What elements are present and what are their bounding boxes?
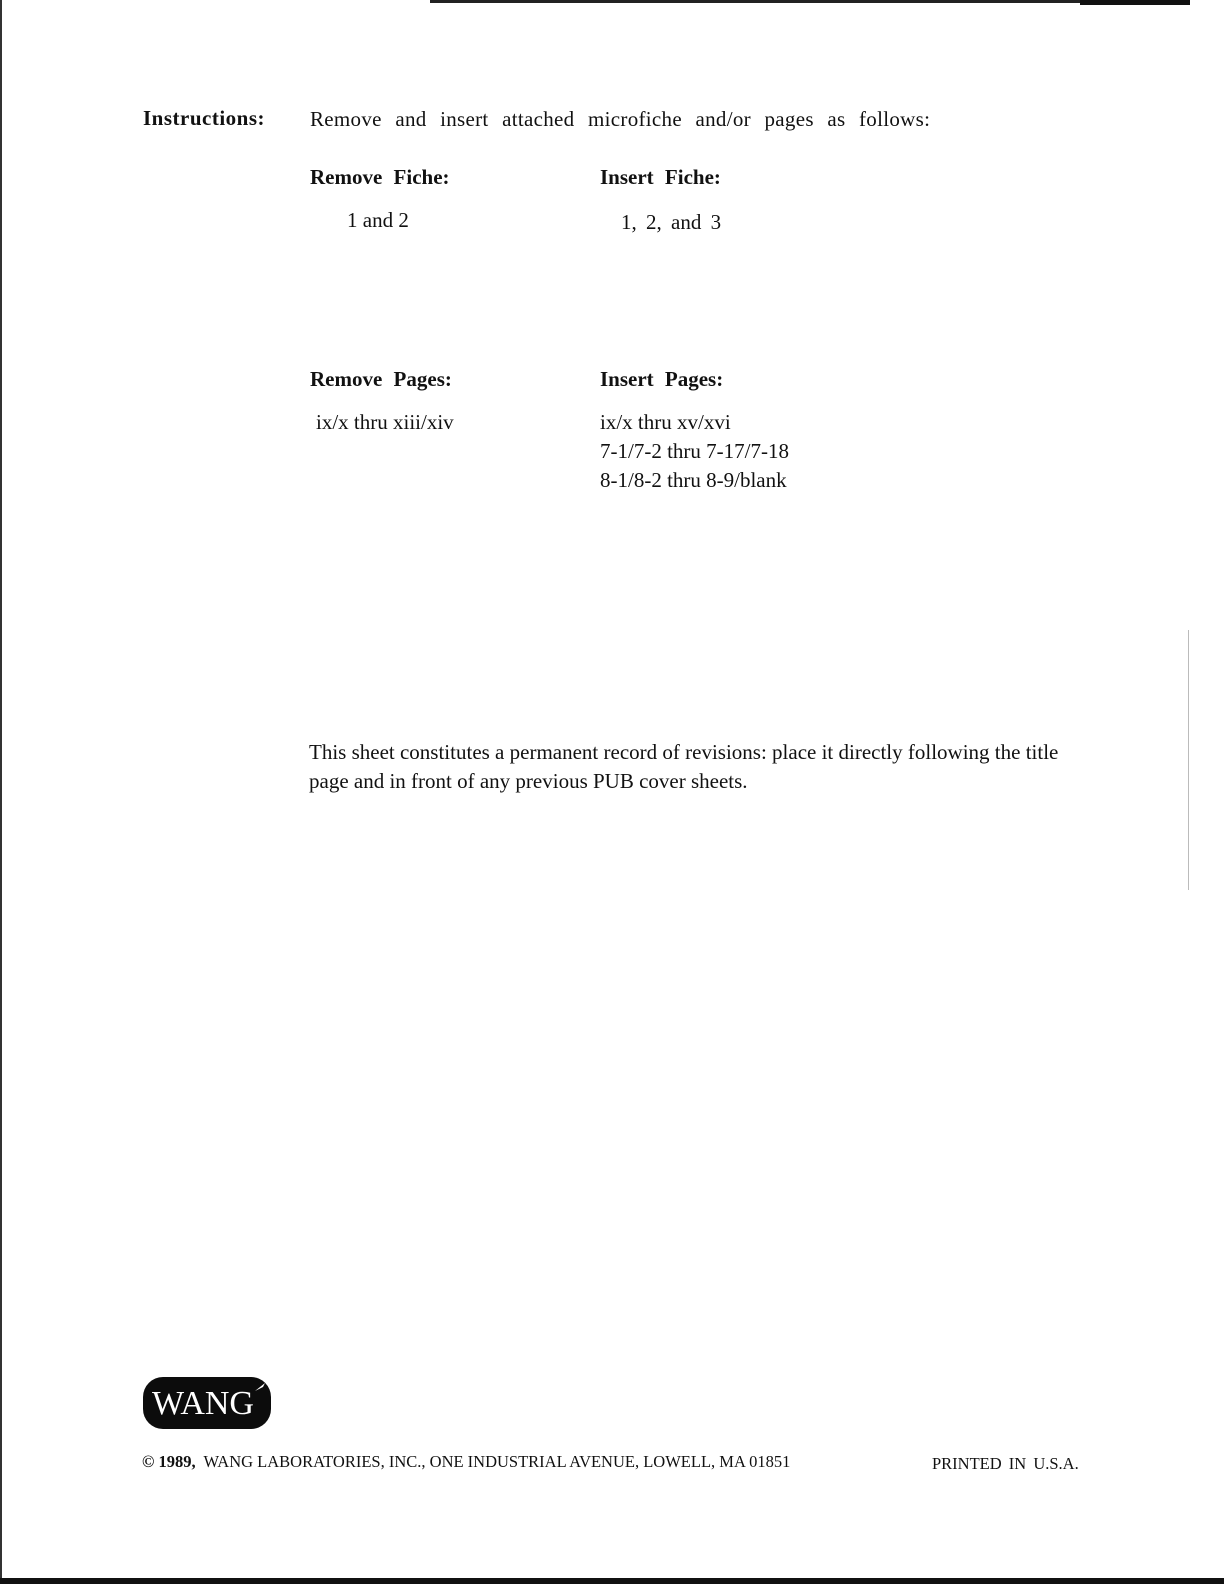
remove-pages-value: ix/x thru xiii/xiv [316,410,454,434]
insert-pages-list [600,408,789,495]
footer-copyright [142,1452,790,1472]
insert-pages-item: 7-1/7-2 thru 7-17/7-18 [600,439,789,463]
insert-fiche-value: 1, 2, and 3 [621,210,722,234]
scan-bottom-border [0,1578,1224,1584]
revision-note: This sheet constitutes a permanent record of revisions: place it directly following the title page and in front of any previous PUB cover sheets. [309,740,1059,793]
scan-top-border [430,0,1080,3]
instructions-label: Instructions: [143,106,266,130]
remove-fiche-heading: Remove Fiche: [310,165,450,189]
instructions-text: Remove and insert attached microfiche and/or pages as follows: [310,107,931,131]
remove-pages-heading: Remove Pages: [310,367,452,391]
scan-right-mark [1188,630,1189,890]
insert-fiche-heading: Insert Fiche: [600,165,721,189]
wang-logo-mark [143,1377,271,1429]
remove-fiche-value: 1 and 2 [347,208,409,232]
scan-top-border-right [1080,0,1190,5]
scan-left-border [0,0,2,1584]
copyright-year: © 1989, [142,1452,196,1471]
company-address: WANG LABORATORIES, INC., ONE INDUSTRIAL AVENUE, LOWELL, MA 01851 [203,1452,791,1471]
wang-logo-flourish [255,1383,265,1391]
wang-logo-text: WANG [152,1385,254,1422]
wang-logo [143,1377,271,1429]
insert-pages-heading: Insert Pages: [600,367,724,391]
printed-in: PRINTED IN U.S.A. [932,1454,1079,1473]
insert-pages-item: 8-1/8-2 thru 8-9/blank [600,468,787,492]
insert-pages-item: ix/x thru xv/xvi [600,410,731,434]
